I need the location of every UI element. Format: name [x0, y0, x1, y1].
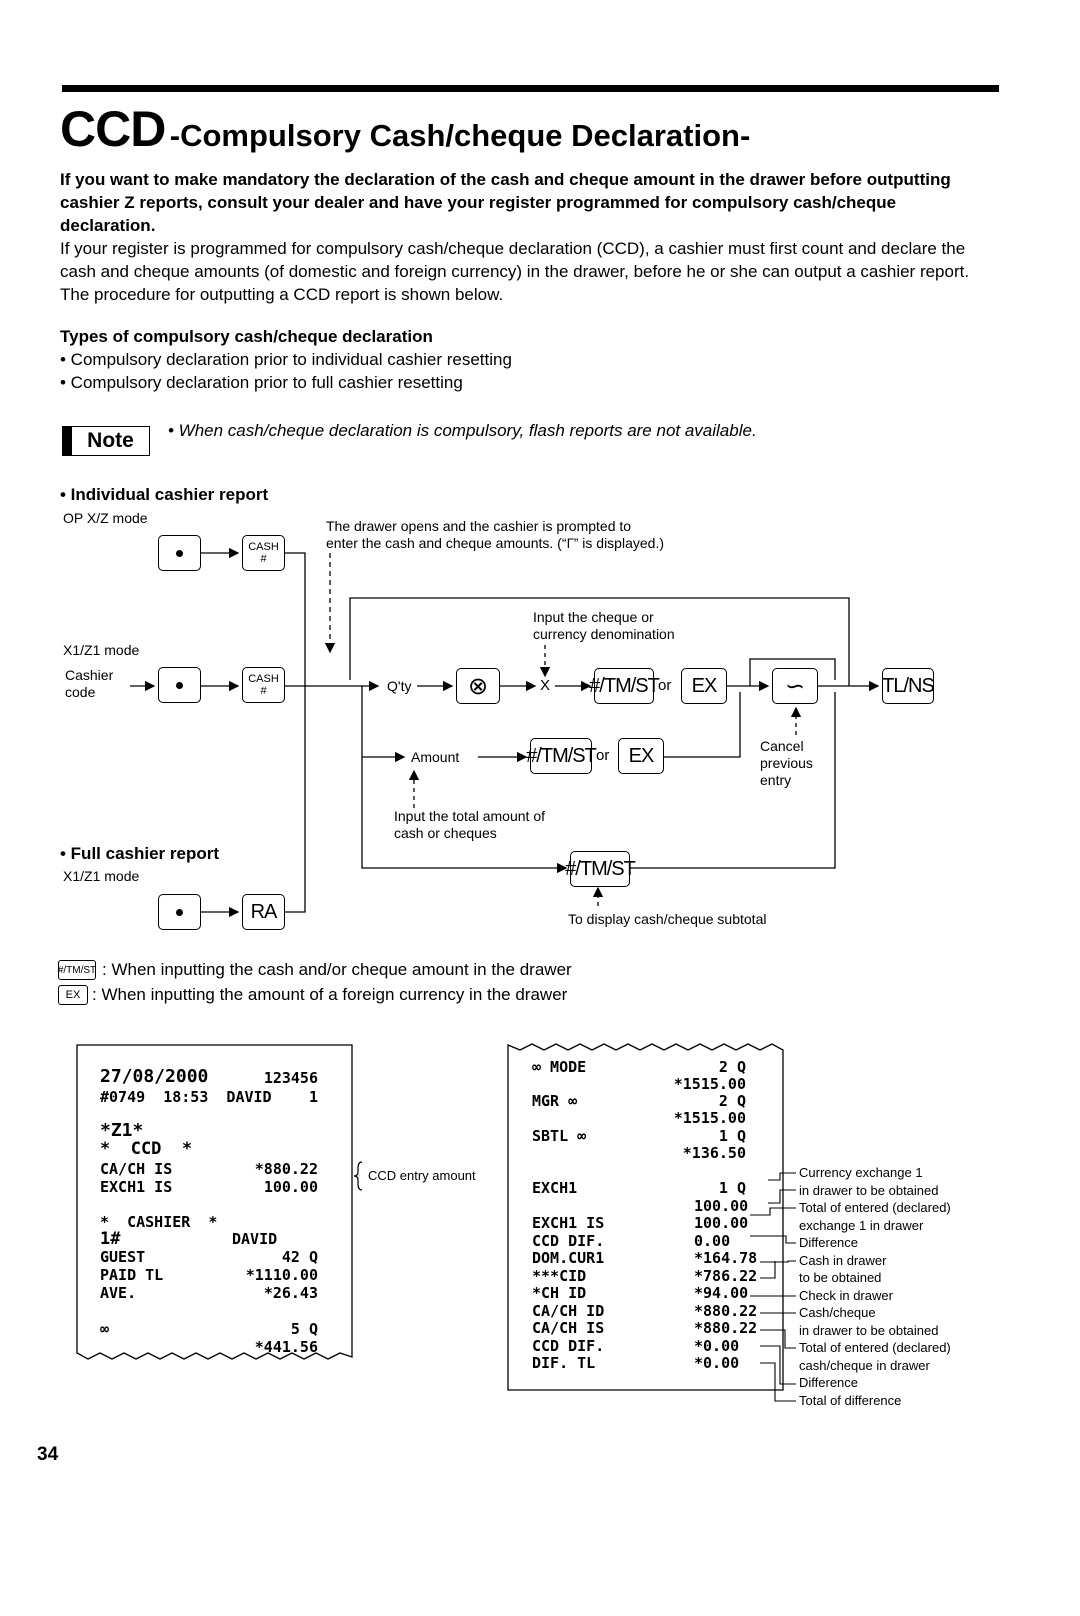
- note-line: cash or cheques: [394, 825, 497, 841]
- receipt-row: EXCH1 IS: [100, 1178, 173, 1196]
- input-cheque-note: [533, 609, 675, 643]
- cash-key-label: CASH: [248, 541, 279, 553]
- receipt-row: CA/CH ID: [532, 1302, 605, 1320]
- annotation-line: exchange 1 in drawer: [799, 1217, 924, 1233]
- receipt-value: 100.00: [263, 1178, 318, 1196]
- receipt-row: EXCH1 IS: [532, 1214, 605, 1232]
- drawer-message-part: enter the cash and cheque amounts. (“: [326, 535, 567, 551]
- op-xz-mode-label: OP X/Z mode: [63, 510, 148, 526]
- receipt-value: 0.00: [694, 1232, 731, 1250]
- cash-key-label: CASH: [248, 673, 279, 685]
- cancel-previous-entry-note: [760, 738, 813, 789]
- receipt-value: 5 Q: [290, 1320, 318, 1338]
- receipt-number: 123456: [263, 1069, 318, 1087]
- receipt-row: ∞ MODE: [532, 1058, 587, 1076]
- receipt-row: CCD DIF.: [532, 1232, 605, 1250]
- cash-hash-key[interactable]: [242, 535, 285, 571]
- drawer-message: [326, 518, 664, 553]
- x1z1-mode-label: X1/Z1 mode: [63, 868, 140, 884]
- annotation-line: Total of entered (declared): [799, 1200, 951, 1215]
- annotation-line: Difference: [799, 1235, 859, 1250]
- receipt-value: *786.22: [694, 1267, 758, 1285]
- receipt-value: *94.00: [694, 1284, 749, 1302]
- tmst-legend-key: #/TM/ST: [58, 960, 96, 980]
- tmst-key[interactable]: #/TM/ST: [530, 738, 592, 774]
- receipt-value: *880.22: [694, 1319, 758, 1337]
- receipt-value: 1: [308, 1088, 318, 1106]
- receipt-value: 2 Q: [718, 1058, 746, 1076]
- annotation-line: in drawer to be obtained: [799, 1182, 939, 1198]
- receipt-value: 42 Q: [281, 1248, 318, 1266]
- receipt-row: PAID TL: [100, 1266, 164, 1284]
- receipt-value: *0.00: [694, 1354, 740, 1372]
- receipt-value: 100.00: [694, 1197, 749, 1215]
- receipt-row: 1#: [100, 1229, 121, 1249]
- receipt-row: SBTL ∞: [532, 1127, 587, 1145]
- receipt-row: *Z1*: [100, 1120, 144, 1141]
- note-line: Input the total amount of: [394, 808, 545, 824]
- title-sub: -Compulsory Cash/cheque Declaration-: [169, 118, 751, 153]
- receipt-row: CCD DIF.: [532, 1337, 605, 1355]
- receipt-row: #0749 18:53 DAVID: [100, 1088, 272, 1106]
- mgr-receipt: [532, 1058, 758, 1378]
- receipt-row: MGR ∞: [532, 1092, 578, 1110]
- receipt-row: GUEST: [100, 1248, 146, 1266]
- void-key[interactable]: ∽: [772, 668, 818, 704]
- qty-label: Q'ty: [387, 678, 412, 694]
- receipt-value: 2 Q: [718, 1092, 746, 1110]
- ex-legend-key: EX: [58, 985, 88, 1005]
- drawer-message-line: The drawer opens and the cashier is prompted to: [326, 518, 632, 534]
- receipt-row: EXCH1: [532, 1179, 578, 1197]
- receipt-value: *880.22: [254, 1160, 318, 1178]
- annotation-line: Check in drawer: [799, 1287, 893, 1303]
- receipt-annotations: [799, 1164, 951, 1409]
- receipt-value: *26.43: [263, 1284, 318, 1302]
- ccd-entry-amount-note: CCD entry amount: [368, 1168, 476, 1183]
- receipt-row: CA/CH IS: [100, 1160, 173, 1178]
- page-number: 34: [37, 1444, 59, 1465]
- receipt-value: DAVID: [232, 1230, 278, 1248]
- note-label: Note: [62, 426, 150, 456]
- receipt-value: *441.56: [254, 1338, 318, 1356]
- legend-text: : When inputting the cash and/or cheque amount in the drawer: [102, 960, 572, 979]
- types-heading: Types of compulsory cash/cheque declaration: [60, 327, 433, 346]
- full-cashier-heading: • Full cashier report: [60, 844, 219, 863]
- decimal-point-key[interactable]: [158, 535, 201, 571]
- annotation-line: Currency exchange 1: [799, 1165, 923, 1180]
- display-subtotal-note: To display cash/cheque subtotal: [568, 911, 767, 927]
- input-total-note: [394, 808, 545, 842]
- or-label: or: [658, 677, 672, 694]
- decimal-point-key[interactable]: [158, 894, 201, 930]
- receipt-value: *164.78: [694, 1249, 758, 1267]
- amount-label: Amount: [411, 749, 460, 765]
- receipt-row: DIF. TL: [532, 1354, 596, 1372]
- legend-text: : When inputting the amount of a foreign currency in the drawer: [92, 985, 568, 1004]
- tmst-key[interactable]: #/TM/ST: [570, 851, 630, 887]
- annotation-line: Difference: [799, 1375, 859, 1390]
- types-item: • Compulsory declaration prior to individual cashier resetting: [60, 350, 512, 369]
- label-line: Cashier: [65, 667, 114, 683]
- individual-cashier-heading: • Individual cashier report: [60, 485, 269, 504]
- receipt-value: *1110.00: [245, 1266, 318, 1284]
- receipt-value: *136.50: [682, 1144, 746, 1162]
- receipt-date: 27/08/2000: [100, 1066, 209, 1087]
- note-line: currency denomination: [533, 626, 675, 642]
- note-line: entry: [760, 772, 792, 788]
- ra-key[interactable]: RA: [242, 894, 285, 930]
- receipt-row: * CASHIER *: [100, 1213, 218, 1231]
- types-item: • Compulsory declaration prior to full cashier resetting: [60, 373, 463, 392]
- annotation-line: Cash/cheque: [799, 1305, 876, 1320]
- note-line: Input the cheque or: [533, 609, 654, 625]
- hash-key-label: #: [260, 553, 267, 565]
- ex-key[interactable]: EX: [618, 738, 664, 774]
- receipt-row: ∞: [100, 1320, 110, 1338]
- cash-hash-key[interactable]: [242, 667, 285, 703]
- annotation-line: Total of difference: [799, 1392, 902, 1408]
- or-label: or: [596, 747, 610, 764]
- cashier-code-label: [65, 667, 113, 701]
- multiply-key[interactable]: ⊗: [456, 668, 500, 704]
- annotation-line: Cash in drawer: [799, 1252, 887, 1268]
- drawer-message-part: ” is displayed.): [573, 535, 664, 551]
- receipt-value: *1515.00: [673, 1075, 746, 1093]
- receipt-row: ***CID: [532, 1267, 587, 1285]
- receipt-row: DOM.CUR1: [532, 1249, 605, 1267]
- receipt-row: *CH ID: [532, 1284, 587, 1302]
- x-label: X: [540, 677, 551, 694]
- receipt-value: 1 Q: [718, 1179, 746, 1197]
- drawer-message-line: [326, 535, 664, 553]
- receipt-row: * CCD *: [100, 1139, 193, 1159]
- tlns-key[interactable]: TL/NS: [882, 668, 934, 704]
- ex-key[interactable]: EX: [681, 668, 727, 704]
- x1z1-mode-label: X1/Z1 mode: [63, 642, 140, 658]
- intro-bold-paragraph: If you want to make mandatory the declaration of the cash and cheque amount in the drawer before outputting cashier Z reports, consult your dealer and have your register programmed for compulsory cash/cheque declaration.: [60, 170, 951, 235]
- label-line: code: [65, 684, 96, 700]
- receipt-value: 1 Q: [718, 1127, 746, 1145]
- z1-receipt: [100, 1066, 318, 1356]
- title-main: CCD: [60, 101, 166, 157]
- prompt-glyph-icon: ᒥ: [566, 537, 574, 552]
- hash-key-label: #: [260, 685, 267, 697]
- tmst-key[interactable]: #/TM/ST: [594, 668, 654, 704]
- note-text: • When cash/cheque declaration is compulsory, flash reports are not available.: [168, 421, 757, 440]
- receipt-value: *880.22: [694, 1302, 758, 1320]
- annotation-line: cash/cheque in drawer: [799, 1357, 930, 1373]
- receipt-row: AVE.: [100, 1284, 137, 1302]
- annotation-line: Total of entered (declared): [799, 1340, 951, 1355]
- receipt-value: 100.00: [694, 1214, 749, 1232]
- receipt-value: *1515.00: [673, 1109, 746, 1127]
- note-line: previous: [760, 755, 813, 771]
- decimal-point-key[interactable]: [158, 667, 201, 703]
- annotation-line: in drawer to be obtained: [799, 1322, 939, 1338]
- intro-paragraph: If your register is programmed for compulsory cash/cheque declaration (CCD), a cashier must first count and declare the cash and cheque amounts (of domestic and foreign currency) in the drawer, before he or she can output a cashier report. The procedure for outputting a CCD report is shown below.: [60, 239, 970, 304]
- receipt-value: *0.00: [694, 1337, 740, 1355]
- annotation-line: to be obtained: [799, 1270, 882, 1285]
- note-line: Cancel: [760, 738, 804, 754]
- receipt-row: CA/CH IS: [532, 1319, 605, 1337]
